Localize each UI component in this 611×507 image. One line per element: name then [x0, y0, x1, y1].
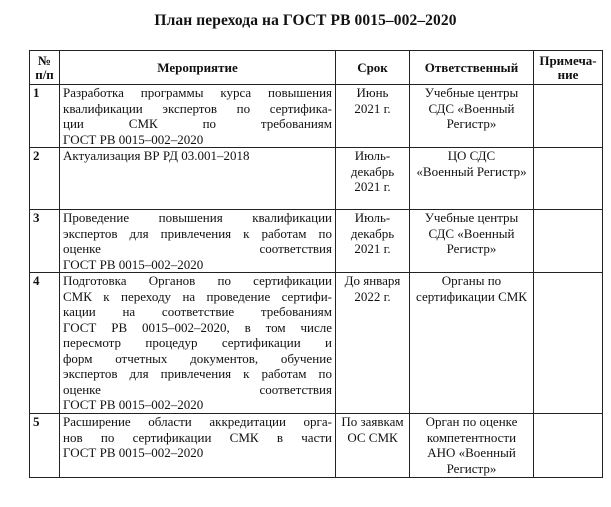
responsible-line: «Военный Регистр» [416, 163, 527, 179]
activity-line: экспертов для привлечения к работам по [63, 366, 332, 381]
activity-line: Проведение повышения квалификации [63, 210, 332, 225]
header-note-line1: Примеча- [539, 52, 597, 68]
activity-line: ГОСТ РВ 0015–002–2020 [63, 256, 204, 272]
header-deadline: Срок [336, 51, 410, 85]
responsible-line: Регистр» [446, 241, 497, 256]
page-title: План перехода на ГОСТ РВ 0015–002–2020 [154, 12, 457, 29]
activity-line: оценке соответствия [63, 241, 332, 256]
activity-line: пересмотр процедур сертификации и [63, 335, 332, 350]
deadline-line: 2021 г. [354, 179, 391, 194]
row-deadline [336, 210, 410, 273]
row-number: 3 [30, 210, 60, 273]
row-activity [60, 210, 336, 273]
responsible-line: СДС «Военный [428, 100, 515, 116]
activity-line: оценке соответствия [63, 381, 332, 397]
row-note [534, 414, 603, 478]
plan-table [29, 50, 603, 478]
activity-line: СМК к переходу на проведение сертифи- [63, 288, 332, 304]
deadline-line: ОС СМК [347, 429, 398, 445]
responsible-line: Учебные центры [424, 210, 519, 225]
table-row [30, 148, 603, 210]
activity-line: кации на соответствие требованиям [63, 304, 332, 319]
activity-line: ГОСТ РВ 0015–002–2020 [63, 445, 204, 460]
activity-line: Подготовка Органов по сертификации [63, 273, 332, 288]
table-row [30, 210, 603, 273]
responsible-line: Регистр» [446, 460, 497, 476]
activity-line: ции СМК по требованиям [63, 116, 332, 131]
row-activity [60, 148, 336, 210]
row-number: 2 [30, 148, 60, 210]
row-activity [60, 273, 336, 414]
table-row [30, 414, 603, 478]
header-note [534, 51, 603, 85]
table-header-row [30, 51, 603, 85]
row-activity [60, 85, 336, 148]
row-note [534, 148, 603, 210]
responsible-line: Учебные центры [424, 85, 519, 100]
responsible-line: ЦО СДС [447, 148, 496, 163]
responsible-line: Органы по [441, 273, 502, 288]
row-activity [60, 414, 336, 478]
table-row [30, 273, 603, 414]
header-note-line2: ние [557, 66, 579, 82]
row-responsible [410, 148, 534, 210]
deadline-line: 2021 г. [354, 100, 391, 116]
row-note [534, 85, 603, 148]
header-number-line2: п/п [35, 66, 54, 82]
header-activity: Мероприятие [60, 51, 336, 85]
row-number: 5 [30, 414, 60, 478]
row-note [534, 273, 603, 414]
activity-line: нов по сертификации СМК в части [63, 429, 332, 445]
deadline-line: декабрь [350, 225, 395, 241]
responsible-line: компетентности [426, 429, 517, 445]
responsible-line: Регистр» [446, 116, 497, 131]
activity-line: квалификации экспертов по сертифика- [63, 100, 332, 116]
row-responsible [410, 414, 534, 478]
activity-line: Актуализация ВР РД 03.001–2018 [63, 148, 250, 163]
row-number: 4 [30, 273, 60, 414]
deadline-line: До января [344, 273, 401, 288]
row-deadline [336, 148, 410, 210]
activity-line: форм отчетных документов, обучение [63, 350, 332, 366]
row-deadline [336, 273, 410, 414]
responsible-line: сертификации СМК [416, 288, 527, 304]
activity-line: ГОСТ РВ 0015–002–2020 [63, 131, 204, 147]
table-row [30, 85, 603, 148]
row-responsible [410, 210, 534, 273]
header-responsible: Ответственный [410, 51, 534, 85]
activity-line: Разработка программы курса повышения [63, 85, 332, 100]
responsible-line: Орган по оценке [425, 414, 518, 429]
activity-line: экспертов для привлечения к работам по [63, 225, 332, 241]
deadline-line: Июнь [356, 85, 389, 100]
activity-line: ГОСТ РВ 0015–002–2020, в том числе [63, 319, 332, 335]
header-number [30, 51, 60, 85]
row-responsible [410, 85, 534, 148]
deadline-line: Июль- [354, 148, 391, 163]
row-number: 1 [30, 85, 60, 148]
deadline-line: декабрь [350, 163, 395, 179]
responsible-line: АНО «Военный [427, 445, 516, 460]
header-number-line1: № [37, 52, 52, 68]
row-responsible [410, 273, 534, 414]
activity-line: Расширение области аккредитации орга- [63, 414, 332, 429]
deadline-line: 2022 г. [354, 288, 391, 304]
responsible-line: СДС «Военный [428, 225, 515, 241]
deadline-line: Июль- [354, 210, 391, 225]
row-deadline [336, 85, 410, 148]
row-note [534, 210, 603, 273]
deadline-line: 2021 г. [354, 241, 391, 256]
row-deadline [336, 414, 410, 478]
deadline-line: По заявкам [341, 414, 404, 429]
activity-line: ГОСТ РВ 0015–002–2020 [63, 397, 204, 412]
